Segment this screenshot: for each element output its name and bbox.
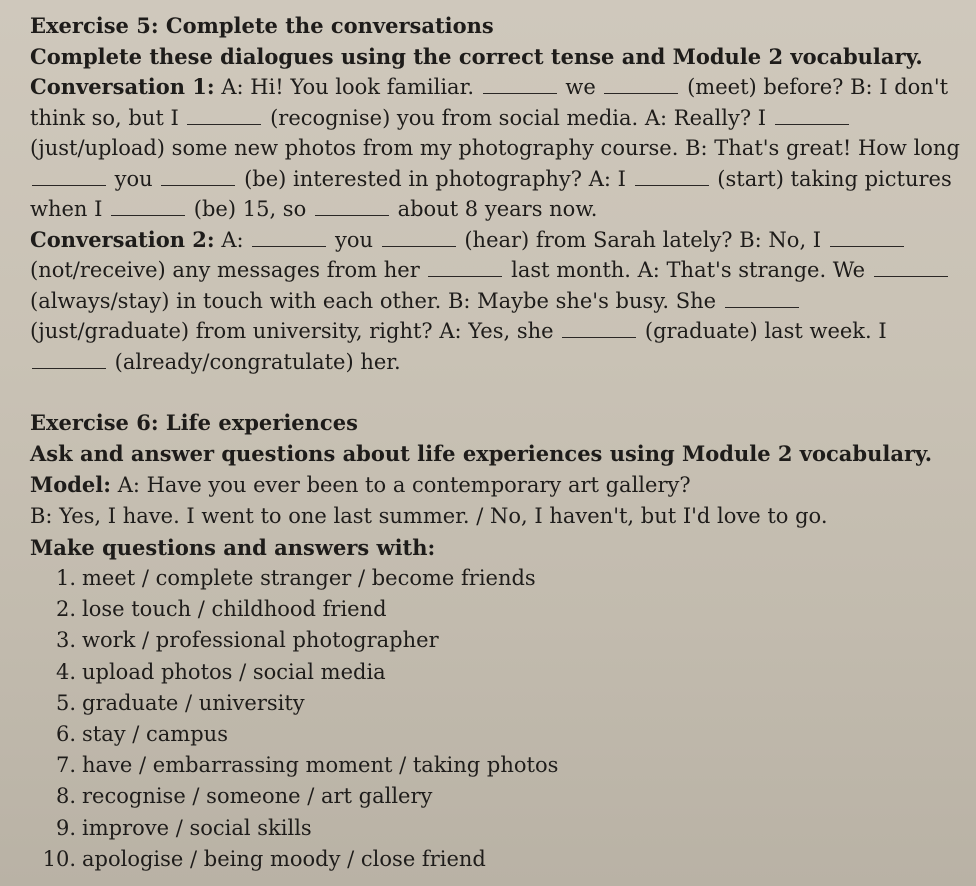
item-number: 8. [55,784,76,809]
conv2-text: A: [214,227,251,252]
list-item [30,719,956,750]
item-text: upload photos / social media [82,659,386,684]
conv1-text: about 8 years now. [390,197,598,221]
item-text: stay / campus [82,722,228,747]
conv1-text: (be) interested in photography? A: I [237,166,633,191]
list-item [30,594,956,625]
make-questions-label: Make questions and answers with: [30,535,436,560]
item-text: meet / complete stranger / become friends [82,566,536,590]
item-text: have / embarrassing moment / taking photos [82,753,559,778]
answer-blank[interactable] [874,275,948,277]
answer-blank[interactable] [161,184,235,186]
answer-blank[interactable] [428,275,502,277]
item-text: lose touch / childhood friend [82,597,387,622]
model-answer: B: Yes, I have. I went to one last summer. / No, I haven't, but I'd love to go. [30,504,828,528]
answer-blank[interactable] [483,92,557,94]
answer-blank[interactable] [32,184,106,186]
conv2-text: last month. A: That's strange. We [504,258,872,282]
exercise-5-instruction: Complete these dialogues using the correct tense and Module 2 vocabulary. [30,44,923,69]
conversation-1 [30,72,960,225]
list-item [30,688,956,719]
list-item [30,781,956,812]
item-number: 10. [42,846,76,871]
item-text: work / professional photographer [82,628,439,653]
item-text: recognise / someone / art gallery [82,784,433,809]
exercise-6-title: Exercise 6: Life experiences [30,410,358,435]
item-number: 2. [55,597,76,622]
conv2-text: (hear) from Sarah lately? B: No, I [457,227,828,252]
item-number: 6. [55,722,76,747]
model-question: A: Have you ever been to a contemporary art gallery? [111,473,691,497]
item-text: graduate / university [82,690,305,715]
answer-blank[interactable] [187,123,261,125]
conv2-text: (already/congratulate) her. [108,349,401,374]
answer-blank[interactable] [725,306,799,308]
exercise-6-instruction: Ask and answer questions about life experiences using Module 2 vocabulary. [30,441,933,466]
conv1-text: you [108,166,160,191]
item-number: 7. [55,753,76,778]
item-number: 1. [55,566,76,590]
conv1-text: we [558,75,603,99]
item-number: 9. [55,815,76,840]
list-item [30,750,956,781]
conv2-text: (graduate) last week. I [638,319,887,343]
conv2-text: you [328,227,380,252]
answer-blank[interactable] [315,214,389,216]
answer-blank[interactable] [830,245,904,247]
answer-blank[interactable] [111,214,185,216]
conversation-1-label: Conversation 1: [30,74,215,99]
list-item [30,813,956,844]
conversation-2-label: Conversation 2: [30,226,215,252]
answer-blank[interactable] [562,336,636,338]
list-item [30,563,956,594]
answer-blank[interactable] [635,184,709,186]
exercise-5-title: Exercise 5: Complete the conversations [30,13,494,38]
conv1-text: (start) taking pictures when I [30,166,952,221]
conv2-text: (just/graduate) from university, right? A: Yes, she [30,319,561,343]
list-item [30,657,956,688]
answer-blank[interactable] [775,123,849,125]
model-line-a [30,469,956,501]
model-label: Model: [30,472,112,497]
item-text: improve / social skills [82,815,312,840]
conv1-text: (be) 15, so [187,197,313,221]
item-number: 3. [55,628,76,653]
item-number: 4. [55,659,76,684]
item-text: apologise / being moody / close friend [82,846,486,871]
conv1-text: (just/upload) some new photos from my photography course. B: That's great! How long [30,136,960,160]
conv1-text: A: Hi! You look familiar. [214,75,481,99]
conversation-2 [30,225,960,378]
list-item [30,844,956,875]
section-gap [30,377,956,407]
list-item [30,625,956,656]
answer-blank[interactable] [382,245,456,247]
conv2-text: (always/stay) in touch with each other. B: Maybe she's busy. She [30,288,723,313]
answer-blank[interactable] [32,367,106,369]
conv1-text: (recognise) you from social media. A: Really? I [263,105,773,130]
item-number: 5. [55,690,76,715]
prompt-list [30,563,956,875]
conv1-text: (meet) before? B: I don't think so, but I [30,75,949,130]
answer-blank[interactable] [252,245,326,247]
answer-blank[interactable] [604,92,678,94]
conv2-text: (not/receive) any messages from her [30,258,427,282]
